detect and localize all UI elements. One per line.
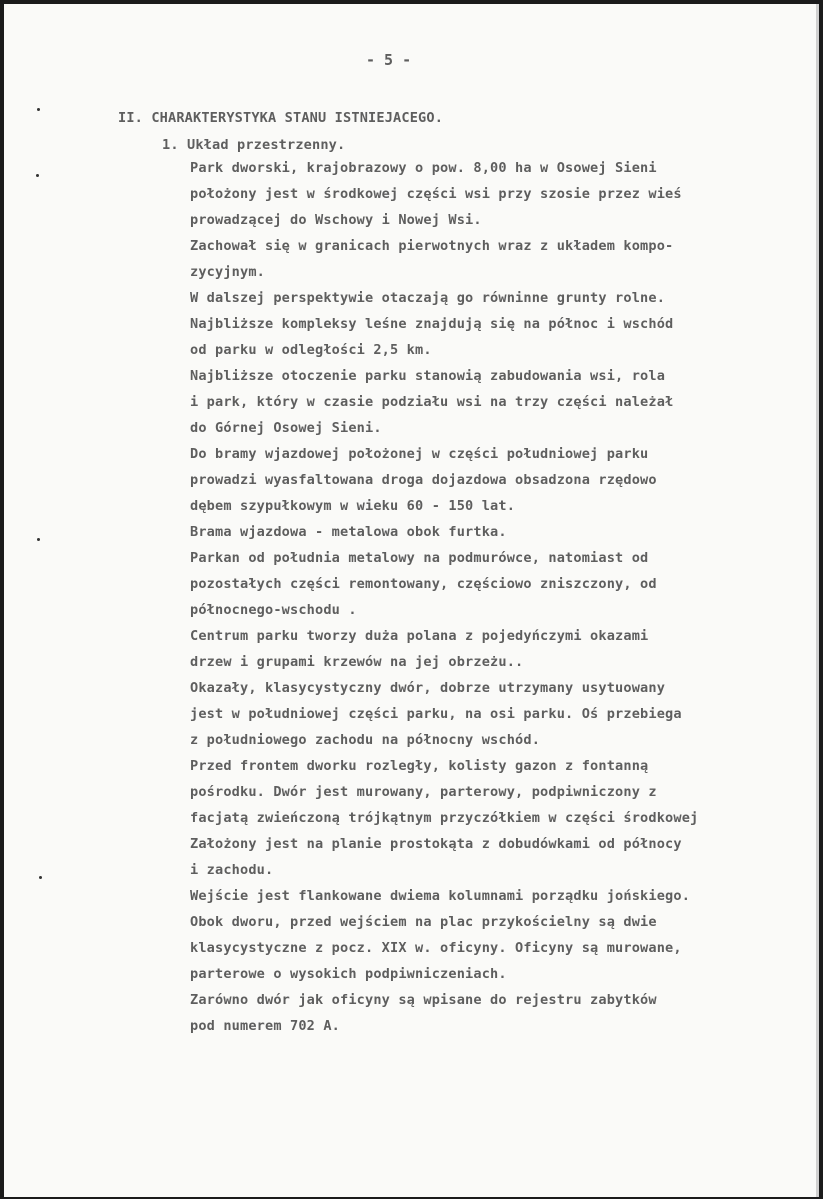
body-line: i zachodu. <box>190 862 274 878</box>
body-line: pośrodku. Dwór jest murowany, parterowy, podpiwniczony z <box>190 784 657 800</box>
body-line: W dalszej perspektywie otaczają go równinne grunty rolne. <box>190 290 666 306</box>
body-line: Najbliższe kompleksy leśne znajdują się na północ i wschód <box>190 316 674 332</box>
body-line: Centrum parku tworzy duża polana z pojedyńczymi okazami <box>190 628 649 644</box>
body-line: Założony jest na planie prostokąta z dobudówkami od północy <box>190 836 682 852</box>
body-line: klasycystyczne z pocz. XIX w. oficyny. Oficyny są murowane, <box>190 940 682 956</box>
body-line: z południowego zachodu na północny wschód. <box>190 732 541 748</box>
body-line: Brama wjazdowa - metalowa obok furtka. <box>190 524 507 540</box>
body-line: położony jest w środkowej części wsi przy szosie przez wieś <box>190 186 682 202</box>
body-line: Przed frontem dworku rozległy, kolisty gazon z fontanną <box>190 758 649 774</box>
body-line: prowadzi wyasfaltowana droga dojazdowa obsadzona rzędowo <box>190 472 657 488</box>
body-line: Okazały, klasycystyczny dwór, dobrze utrzymany usytuowany <box>190 680 666 696</box>
body-line: Parkan od południa metalowy na podmurówce, natomiast od <box>190 550 649 566</box>
page-number: - 5 - <box>366 51 412 69</box>
body-line: drzew i grupami krzewów na jej obrzeżu.. <box>190 654 524 670</box>
body-line: Zachował się w granicach pierwotnych wraz z układem kompo- <box>190 238 674 254</box>
body-line: i park, który w czasie podziału wsi na trzy części należał <box>190 394 674 410</box>
body-line: od parku w odległości 2,5 km. <box>190 342 432 358</box>
body-line: pozostałych części remontowany, częściowo zniszczony, od <box>190 576 657 592</box>
subsection-heading: 1. Układ przestrzenny. <box>162 137 346 153</box>
body-line: Wejście jest flankowane dwiema kolumnami porządku jońskiego. <box>190 888 691 904</box>
body-line: Zarówno dwór jak oficyny są wpisane do rejestru zabytków <box>190 992 657 1008</box>
body-line: facjatą zwieńczoną trójkątnym przyczółkiem w części środkowej <box>190 810 699 826</box>
body-line: Do bramy wjazdowej położonej w części południowej parku <box>190 446 649 462</box>
body-line: północnego-wschodu . <box>190 602 357 618</box>
body-line: dębem szypułkowym w wieku 60 - 150 lat. <box>190 498 516 514</box>
document-page <box>4 4 819 1197</box>
body-line: zycyjnym. <box>190 264 266 280</box>
body-line: prowadzącej do Wschowy i Nowej Wsi. <box>190 212 482 228</box>
section-heading: II. CHARAKTERYSTYKA STANU ISTNIEJACEGO. <box>118 110 444 126</box>
body-line: Najbliższe otoczenie parku stanowią zabudowania wsi, rola <box>190 368 666 384</box>
body-line: do Górnej Osowej Sieni. <box>190 420 382 436</box>
body-line: pod numerem 702 A. <box>190 1018 341 1034</box>
body-line: Park dworski, krajobrazowy o pow. 8,00 ha w Osowej Sieni <box>190 160 657 176</box>
document-text <box>4 4 816 1197</box>
body-line: parterowe o wysokich podpiwniczeniach. <box>190 966 507 982</box>
body-line: Obok dworu, przed wejściem na plac przykościelny są dwie <box>190 914 657 930</box>
body-line: jest w południowej części parku, na osi parku. Oś przebiega <box>190 706 682 722</box>
